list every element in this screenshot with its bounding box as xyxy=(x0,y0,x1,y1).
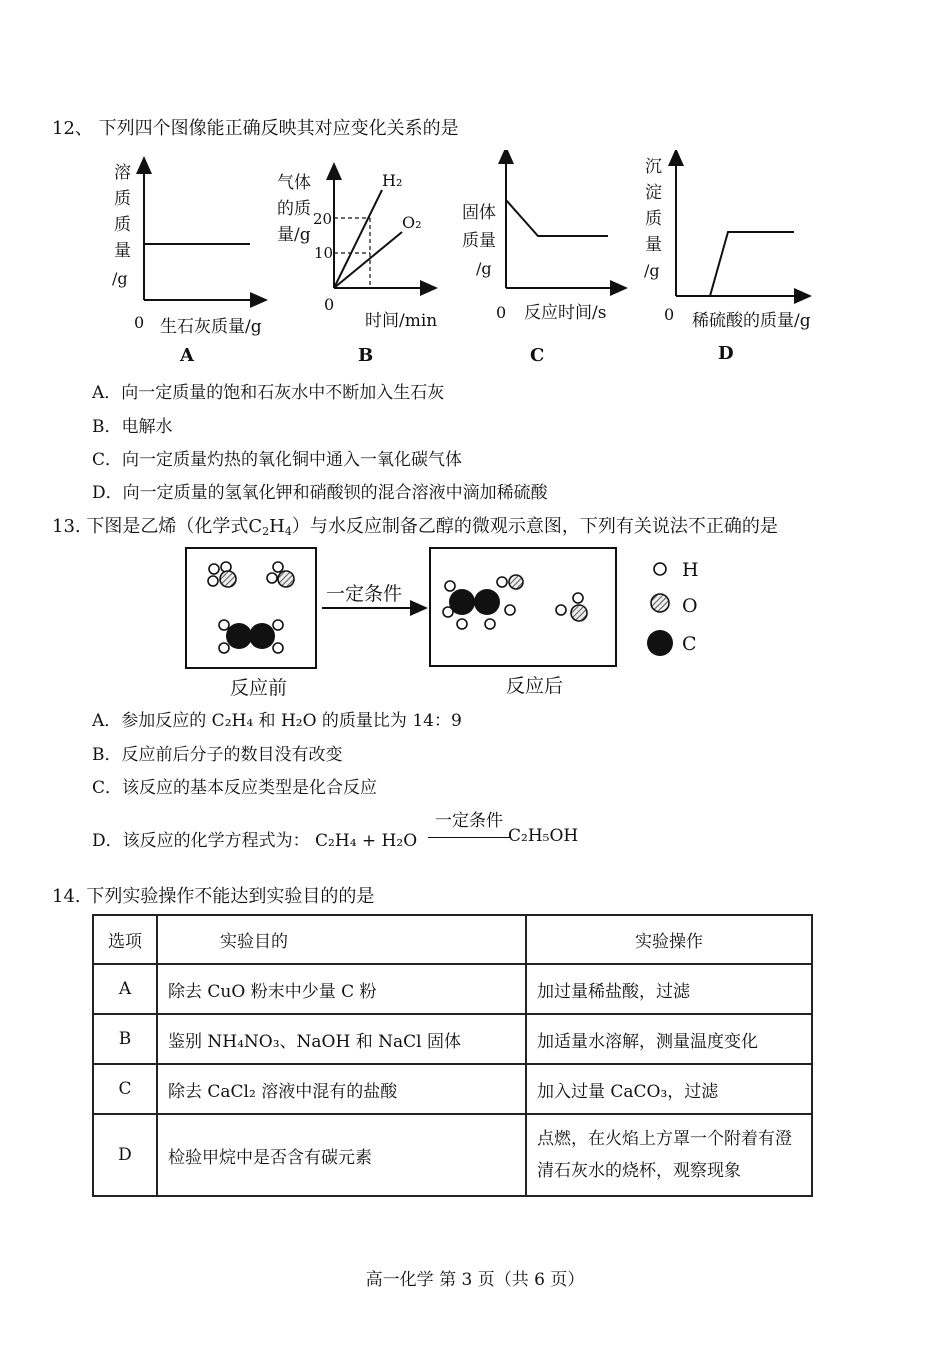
legend-h: H xyxy=(682,559,699,581)
graph-b-tick-10: 10 xyxy=(314,244,334,262)
graph-b-o2-label: O₂ xyxy=(402,213,422,232)
q14-stem-text: 下列实验操作不能达到实验目的的是 xyxy=(86,886,375,907)
graph-d-ylabel-5: /g xyxy=(644,261,660,280)
graph-d-letter: D xyxy=(718,343,734,364)
q13-molecule-diagram xyxy=(180,540,740,700)
q13-number: 13. xyxy=(52,516,81,537)
graph-a-origin: 0 xyxy=(134,313,145,332)
header-operation: 实验操作 xyxy=(526,915,812,964)
graph-b-h2-line xyxy=(334,190,382,288)
row-c-option: C xyxy=(93,1064,157,1114)
q13-stem-b: H xyxy=(269,516,285,537)
graph-b-o2-line xyxy=(334,232,402,288)
graph-a-ylabel-1: 溶 xyxy=(114,163,131,183)
q14-number: 14. xyxy=(52,886,81,907)
q13-stem xyxy=(52,512,778,538)
row-b-goal: 鉴别 NH₄NO₃、NaOH 和 NaCl 固体 xyxy=(157,1014,526,1064)
arrow-condition-label: 一定条件 xyxy=(326,583,403,605)
after-label: 反应后 xyxy=(506,675,564,697)
graph-c-ylabel-1: 固体 xyxy=(462,203,496,223)
graph-b-ylabel-3: 量/g xyxy=(277,225,311,245)
q13-option-a: A．参加反应的 C₂H₄ 和 H₂O 的质量比为 14：9 xyxy=(92,711,462,731)
q13-stem-sub2: 4 xyxy=(284,525,292,538)
q13-stem-sub1: 2 xyxy=(262,525,270,538)
graph-a-ylabel-4: 量 xyxy=(114,241,131,261)
row-c-operation: 加入过量 CaCO₃，过滤 xyxy=(526,1064,812,1114)
graph-d-ylabel-2: 淀 xyxy=(645,183,662,203)
graph-b-origin: 0 xyxy=(324,295,335,314)
row-a-operation: 加过量稀盐酸，过滤 xyxy=(526,964,812,1014)
graph-c xyxy=(462,154,620,366)
graph-a-xlabel: 生石灰质量/g xyxy=(160,317,262,337)
ethanol-molecule xyxy=(443,575,523,629)
graph-d-origin: 0 xyxy=(664,305,675,324)
q13-option-d xyxy=(92,826,417,851)
q12-option-c: C．向一定质量灼热的氧化铜中通入一氧化碳气体 xyxy=(92,450,463,470)
graph-a-ylabel-2: 质 xyxy=(114,189,131,209)
row-a-option: A xyxy=(93,964,157,1014)
graph-d-ylabel-3: 质 xyxy=(645,209,662,229)
graph-b-letter: B xyxy=(358,345,374,366)
atom-legend xyxy=(647,559,699,656)
graph-b-ylabel-2: 的质 xyxy=(277,199,311,219)
water-molecule-1 xyxy=(208,562,236,587)
q13-equation-condition: 一定条件 xyxy=(435,811,503,831)
row-b-operation: 加适量水溶解，测量温度变化 xyxy=(526,1014,812,1064)
graph-d-ylabel-4: 量 xyxy=(645,235,662,255)
graph-b xyxy=(277,170,437,366)
row-a-goal: 除去 CuO 粉末中少量 C 粉 xyxy=(157,964,526,1014)
header-option: 选项 xyxy=(93,915,157,964)
q13-option-b: B．反应前后分子的数目没有改变 xyxy=(92,745,343,765)
graph-a xyxy=(112,163,262,366)
q13-equation-arrow xyxy=(428,837,510,838)
water-molecule-2 xyxy=(267,562,294,587)
legend-o: O xyxy=(682,595,698,617)
legend-c: C xyxy=(682,633,697,655)
row-d-goal: 检验甲烷中是否含有碳元素 xyxy=(157,1114,526,1196)
graph-a-ylabel-5: /g xyxy=(112,269,128,288)
before-box xyxy=(186,548,316,668)
q13-equation-rhs: C₂H₅OH xyxy=(508,826,579,846)
oxygen-atom-icon xyxy=(651,594,669,612)
q14-stem xyxy=(52,882,374,908)
graph-a-letter: A xyxy=(180,345,194,366)
before-label: 反应前 xyxy=(230,677,288,699)
ethylene-molecule xyxy=(219,620,283,653)
graph-b-h2-label: H₂ xyxy=(382,171,403,190)
hydrogen-atom-icon xyxy=(654,563,666,575)
q12-option-d: D．向一定质量的氢氧化钾和硝酸钡的混合溶液中滴加稀硫酸 xyxy=(92,483,548,503)
table-row xyxy=(93,1114,812,1196)
q13-equation-lhs: C₂H₄ + H₂O xyxy=(315,831,418,851)
q13-stem-c: ）与水反应制备乙醇的微观示意图，下列有关说法不正确的是 xyxy=(291,516,778,537)
graph-b-ylabel-1: 气体 xyxy=(277,173,311,193)
carbon-atom-icon xyxy=(647,630,673,656)
row-c-goal: 除去 CaCl₂ 溶液中混有的盐酸 xyxy=(157,1064,526,1114)
q13-option-d-prefix: D．该反应的化学方程式为： xyxy=(92,831,310,851)
table-row xyxy=(93,1064,812,1114)
graph-b-tick-20: 20 xyxy=(313,210,333,228)
q12-number: 12、 xyxy=(52,118,93,139)
q12-option-a: A．向一定质量的饱和石灰水中不断加入生石灰 xyxy=(92,383,445,403)
header-goal: 实验目的 xyxy=(157,915,526,964)
row-d-operation: 点燃，在火焰上方罩一个附着有澄清石灰水的烧杯，观察现象 xyxy=(526,1114,812,1196)
graph-c-origin: 0 xyxy=(496,303,507,322)
table-row xyxy=(93,1014,812,1064)
graph-a-ylabel-3: 质 xyxy=(114,215,131,235)
table-header-row xyxy=(93,915,812,964)
graph-c-line xyxy=(506,200,608,236)
q12-option-b: B．电解水 xyxy=(92,417,173,437)
graph-b-xlabel: 时间/min xyxy=(365,311,438,331)
water-molecule-after xyxy=(556,593,587,621)
row-b-option: B xyxy=(93,1014,157,1064)
q13-stem-a: 下图是乙烯（化学式C xyxy=(86,516,263,537)
q13-option-c: C．该反应的基本反应类型是化合反应 xyxy=(92,778,378,798)
graph-c-letter: C xyxy=(530,345,545,366)
graph-c-xlabel: 反应时间/s xyxy=(524,303,607,323)
q12-graphs xyxy=(100,150,830,370)
graph-d xyxy=(644,156,811,364)
graph-c-ylabel-3: /g xyxy=(476,259,492,278)
graph-d-line xyxy=(676,232,794,296)
q12-stem-text: 下列四个图像能正确反映其对应变化关系的是 xyxy=(98,118,459,139)
page-footer: 高一化学 第 3 页（共 6 页） xyxy=(365,1270,585,1290)
experiment-table xyxy=(92,914,813,1197)
q12-stem xyxy=(52,114,459,140)
graph-d-xlabel: 稀硫酸的质量/g xyxy=(692,311,811,331)
row-d-option: D xyxy=(93,1114,157,1196)
table-row xyxy=(93,964,812,1014)
graph-c-ylabel-2: 质量 xyxy=(462,231,496,251)
graph-d-ylabel-1: 沉 xyxy=(645,157,662,177)
